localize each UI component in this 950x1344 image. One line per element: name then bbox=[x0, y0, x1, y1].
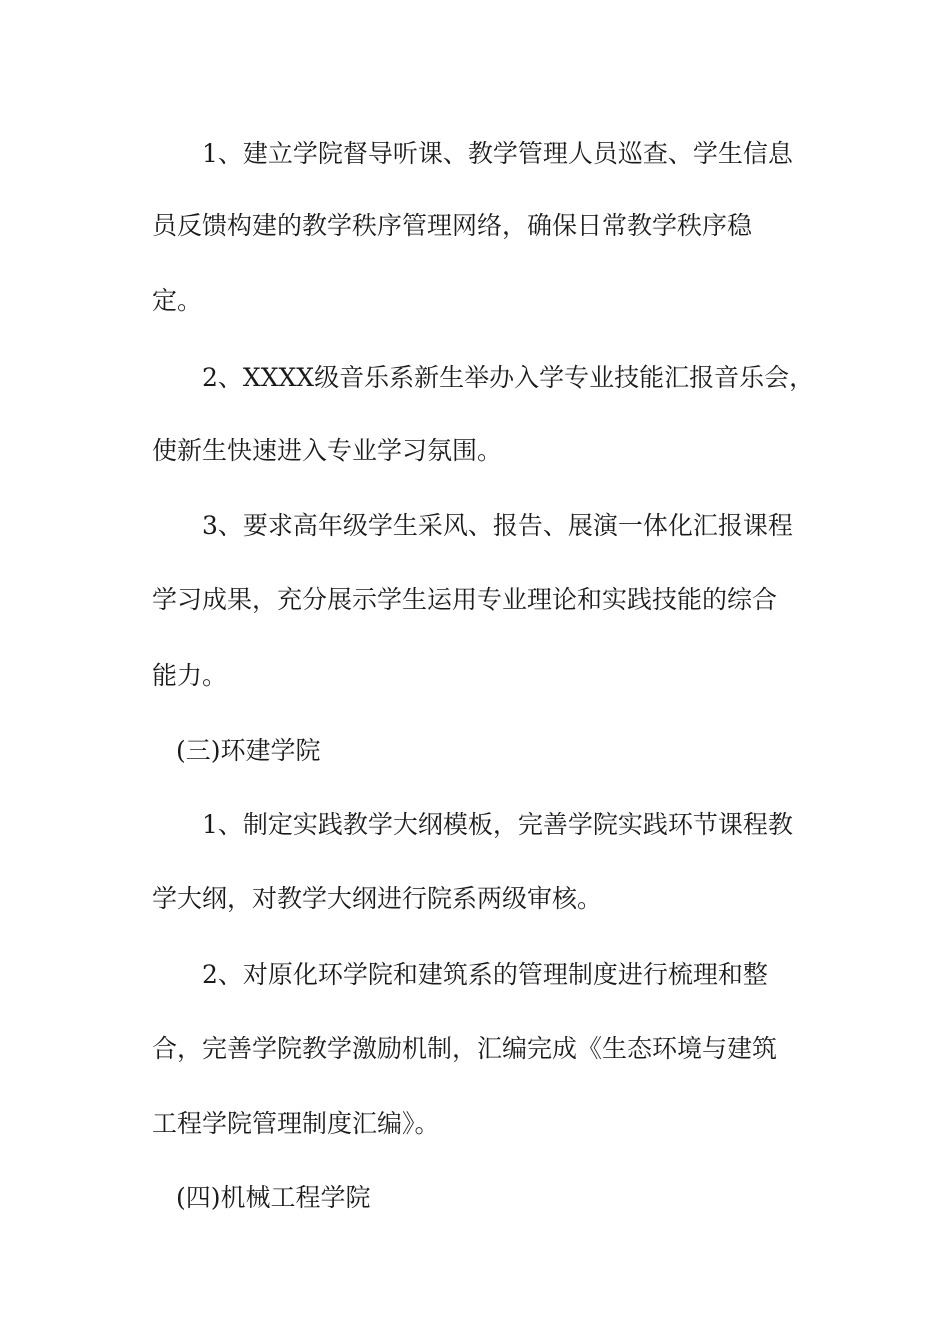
paragraph-line: 学大纲，对教学大纲进行院系两级审核。 bbox=[152, 884, 603, 913]
paragraph-line: 2、对原化环学院和建筑系的管理制度进行梳理和整 bbox=[202, 960, 768, 989]
section-heading: (三)环建学院 bbox=[176, 736, 321, 765]
paragraph-line: 能力。 bbox=[152, 661, 228, 690]
section-heading: (四)机械工程学院 bbox=[176, 1183, 371, 1212]
paragraph-line: 工程学院管理制度汇编》。 bbox=[152, 1109, 440, 1138]
paragraph-line: 使新生快速进入专业学习氛围。 bbox=[152, 436, 503, 465]
paragraph-line: 2、XXXX级音乐系新生举办入学专业技能汇报音乐会， bbox=[202, 363, 815, 392]
paragraph-line: 3、要求高年级学生采风、报告、展演一体化汇报课程 bbox=[202, 511, 793, 540]
paragraph-line: 1、制定实践教学大纲模板，完善学院实践环节课程教 bbox=[202, 810, 793, 839]
paragraph-line: 合，完善学院教学激励机制，汇编完成《生态环境与建筑 bbox=[152, 1034, 778, 1063]
paragraph-line: 学习成果，充分展示学生运用专业理论和实践技能的综合 bbox=[152, 585, 778, 614]
paragraph-line: 定。 bbox=[152, 286, 203, 315]
paragraph-line: 员反馈构建的教学秩序管理网络，确保日常教学秩序稳 bbox=[152, 211, 753, 240]
paragraph-line: 1、建立学院督导听课、教学管理人员巡查、学生信息 bbox=[202, 139, 793, 168]
